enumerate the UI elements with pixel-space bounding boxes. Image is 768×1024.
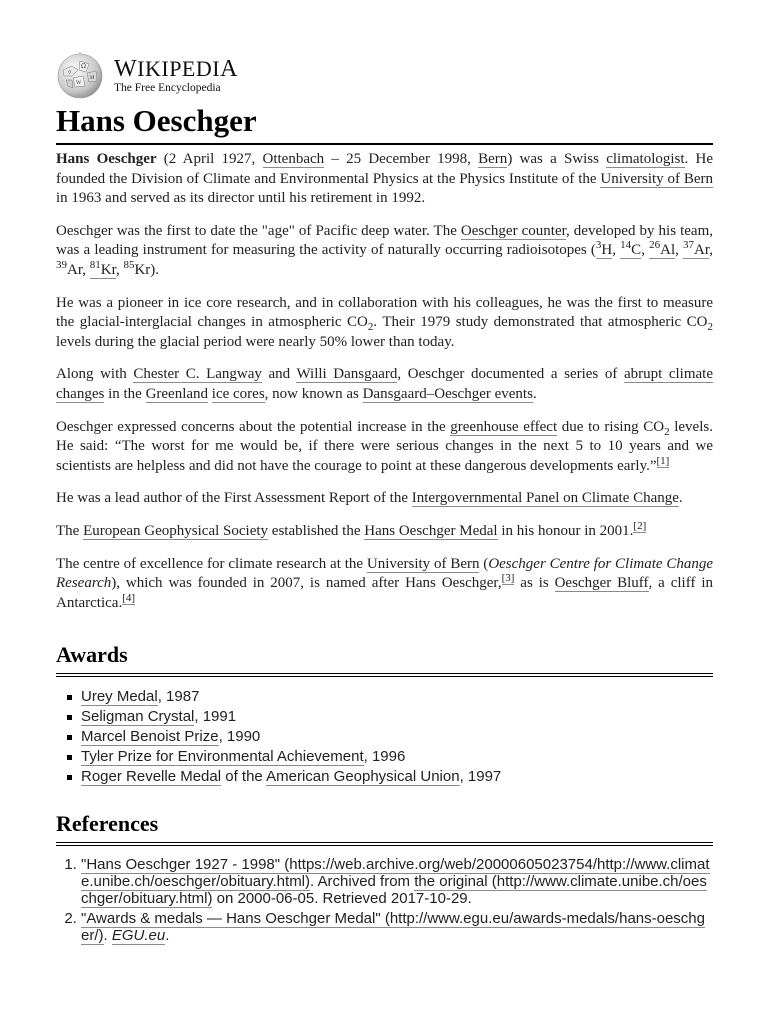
list-item — [81, 747, 713, 767]
text: ) was a Swiss — [507, 151, 607, 167]
citation-link[interactable]: [2] — [633, 519, 647, 532]
isotope-mass: 14 — [620, 239, 632, 252]
text: established the — [268, 522, 365, 539]
link-bern[interactable]: Bern — [478, 151, 508, 167]
isotope-mass: 39 — [56, 258, 67, 271]
paragraph-greenhouse — [56, 418, 713, 477]
text: (2 April 1927, — [156, 151, 263, 167]
wordmark-a: A — [220, 56, 238, 83]
link-abrupt-climate-changes[interactable]: abrupt climate changes — [56, 366, 713, 402]
text: . — [103, 927, 112, 945]
separator: , — [641, 242, 650, 259]
text: Oeschger was the first to date the "age" of Pacific deep water. The — [56, 222, 461, 239]
citation-link[interactable]: [1] — [656, 454, 670, 467]
isotope-mass: 26 — [649, 239, 661, 252]
link-isotope-c14[interactable] — [620, 239, 642, 259]
link-european-geophysical-society[interactable]: European Geophysical Society — [83, 522, 269, 539]
link-award[interactable]: Seligman Crystal — [81, 708, 195, 726]
separator: , — [675, 242, 684, 259]
text: Along with — [56, 366, 134, 383]
section-heading-awards: Awards — [56, 641, 713, 677]
isotope-element: Kr — [100, 261, 116, 278]
citation-3[interactable] — [502, 572, 515, 585]
link-greenhouse-effect[interactable]: greenhouse effect — [450, 418, 558, 435]
link-climatologist[interactable]: climatologist — [606, 151, 685, 167]
link-award[interactable]: Marcel Benoist Prize — [81, 728, 219, 746]
link-ice-cores[interactable]: ice cores — [211, 385, 265, 402]
text: due to rising CO — [557, 418, 665, 435]
text: . Archived from — [310, 873, 415, 891]
wordmark-w: W — [114, 56, 138, 83]
reference-item — [81, 910, 713, 944]
reference-link[interactable]: "Hans Oeschger 1927 - 1998" (https://web.archive.org/web/20000605023754/http://www.climate.unibe.ch/oeschger/obituary.html) — [81, 856, 710, 891]
link-egu[interactable]: EGU.eu — [111, 927, 166, 945]
text: in his honour in 2001. — [497, 522, 634, 539]
text: He was a pioneer in ice core research, and in collaboration with his colleagues, he was the first to measure the glacial-interglacial changes in atmospheric CO — [56, 294, 713, 331]
list-item — [81, 687, 713, 707]
text: , Oeschger documented a series of — [397, 366, 624, 383]
text: ), which was founded in 2007, is named after Hans Oeschger, — [111, 575, 502, 592]
link-award[interactable]: Roger Revelle Medal — [81, 768, 222, 786]
link-award[interactable]: Tyler Prize for Environmental Achievement — [81, 748, 364, 766]
text: ). — [150, 261, 160, 278]
separator: , — [709, 242, 714, 259]
subject-name: Hans Oeschger — [56, 151, 157, 167]
svg-text:ウ: ウ — [67, 70, 73, 76]
list-item — [81, 727, 713, 747]
separator: , — [115, 261, 124, 278]
isotope-mass: 37 — [683, 239, 695, 252]
text: levels. He said: “The worst for me would be, if there were serious changes in the next 5 to 10 years and we scientists are helpless and did not have the courage to point at these dangerous developments early.” — [56, 418, 713, 474]
text: . He founded the Division of Climate and Environmental Physics at the Physics Institute of the — [56, 151, 713, 187]
link-university-of-bern[interactable]: University of Bern — [600, 170, 713, 187]
link-isotope-al26[interactable] — [649, 239, 676, 259]
link-oeschger-bluff[interactable]: Oeschger Bluff — [554, 575, 649, 592]
link-isotope-h3[interactable] — [595, 239, 613, 259]
paragraph-dansgaard — [56, 365, 713, 404]
link-award[interactable]: Urey Medal — [81, 688, 158, 706]
paragraph-ice-core — [56, 294, 713, 353]
award-year: , 1997 — [459, 768, 502, 786]
link-hans-oeschger-medal[interactable]: Hans Oeschger Medal — [364, 522, 498, 539]
wikipedia-brand[interactable] — [56, 52, 713, 100]
text: . Their 1979 study demonstrated that atmospheric CO — [373, 314, 708, 331]
isotope-element: Ar — [694, 242, 710, 259]
references-list — [56, 856, 713, 944]
text: levels during the glacial period were nearly 50% lower than today. — [56, 333, 455, 350]
text: He was a lead author of the First Assessment Report of the — [56, 490, 412, 507]
isotope-element: H — [601, 242, 613, 259]
isotope-mass: 3 — [595, 239, 602, 252]
link-american-geophysical-union[interactable]: American Geophysical Union — [266, 768, 460, 786]
list-item — [81, 707, 713, 727]
citation-link[interactable]: [4] — [122, 591, 136, 604]
svg-text:Ω: Ω — [81, 63, 86, 70]
text: as is — [514, 575, 555, 592]
paragraph-deep-water — [56, 222, 713, 281]
text: . — [165, 927, 170, 945]
isotope-element: Ar — [67, 261, 83, 278]
wordmark-name — [114, 57, 238, 81]
text: , developed by his team, was a leading instrument for measuring the activity of naturally occurring radioisotopes ( — [56, 222, 714, 259]
wordmark-tagline: The Free Encyclopedia — [114, 82, 221, 95]
section-heading-references: References — [56, 810, 713, 846]
centre-name: Oeschger Centre for Climate Change Research — [56, 555, 714, 592]
wordmark-middle: IKIPEDI — [137, 56, 221, 82]
text: of the — [221, 768, 267, 786]
text: on 2000-06-05. Retrieved 2017-10-29. — [212, 890, 472, 908]
subscript: 2 — [664, 425, 670, 438]
reference-original-link[interactable]: the original (http://www.climate.unibe.ch/oeschger/obituary.html) — [81, 873, 707, 908]
isotope-element: C — [631, 242, 642, 259]
award-year: , 1996 — [363, 748, 406, 766]
text: – 25 December 1998, — [324, 151, 479, 167]
citation-link[interactable]: [3] — [501, 572, 515, 585]
subscript: 2 — [707, 321, 713, 334]
link-willi-dansgaard[interactable]: Willi Dansgaard — [296, 366, 398, 383]
text: and — [261, 366, 297, 383]
link-isotope-kr81[interactable] — [89, 258, 116, 279]
text: ( — [479, 555, 489, 572]
isotope-mass: 81 — [89, 258, 101, 271]
award-year: , 1990 — [218, 728, 261, 746]
isotope-mass: 85 — [123, 258, 135, 271]
page-title: Hans Oeschger — [56, 103, 713, 145]
link-ipcc[interactable]: Intergovernmental Panel on Climate Change — [411, 490, 679, 507]
text: , now known as — [264, 385, 363, 402]
wordmark — [114, 57, 238, 95]
link-chester-langway[interactable]: Chester C. Langway — [133, 366, 262, 383]
text: Oeschger expressed concerns about the potential increase in the — [56, 418, 451, 435]
reference-item — [81, 856, 713, 907]
svg-text:W: W — [76, 80, 82, 86]
paragraph-medal — [56, 519, 713, 542]
isotope-element: Al — [660, 242, 676, 259]
award-year: , 1991 — [194, 708, 237, 726]
paragraph-centre — [56, 555, 713, 614]
text: The — [56, 522, 84, 539]
paragraph-intro — [56, 150, 713, 209]
text: in 1963 and served as its director until his retirement in 1992. — [56, 190, 426, 207]
link-ottenbach[interactable]: Ottenbach — [262, 151, 325, 167]
link-oeschger-counter[interactable]: Oeschger counter — [460, 222, 566, 239]
wikipedia-globe-icon — [56, 52, 104, 100]
awards-list — [56, 687, 713, 787]
link-university-of-bern[interactable]: University of Bern — [366, 555, 480, 572]
citation-4[interactable] — [122, 592, 135, 605]
list-item — [81, 767, 713, 787]
svg-text:И: И — [90, 75, 95, 81]
text: . — [532, 385, 537, 402]
link-greenland[interactable]: Greenland — [145, 385, 209, 402]
text: The centre of excellence for climate research at the — [56, 555, 367, 572]
citation-1[interactable] — [657, 455, 670, 468]
article-page — [56, 52, 713, 947]
paragraph-ipcc — [56, 489, 713, 509]
text: . — [678, 490, 683, 507]
text: in the — [104, 385, 146, 402]
link-dansgaard-oeschger-events[interactable]: Dansgaard–Oeschger events — [362, 385, 533, 402]
separator: , — [82, 261, 90, 278]
link-isotope-ar37[interactable] — [683, 239, 710, 259]
subscript: 2 — [367, 321, 374, 334]
citation-2[interactable] — [633, 520, 646, 533]
separator: , — [612, 242, 621, 259]
isotope-element: Kr — [134, 261, 151, 278]
reference-link[interactable]: "Awards & medals — Hans Oeschger Medal" (http://www.egu.eu/awards-medals/hans-oeschger/) — [81, 910, 705, 945]
text: , a cliff in Antarctica. — [56, 575, 713, 611]
award-year: , 1987 — [157, 688, 200, 706]
